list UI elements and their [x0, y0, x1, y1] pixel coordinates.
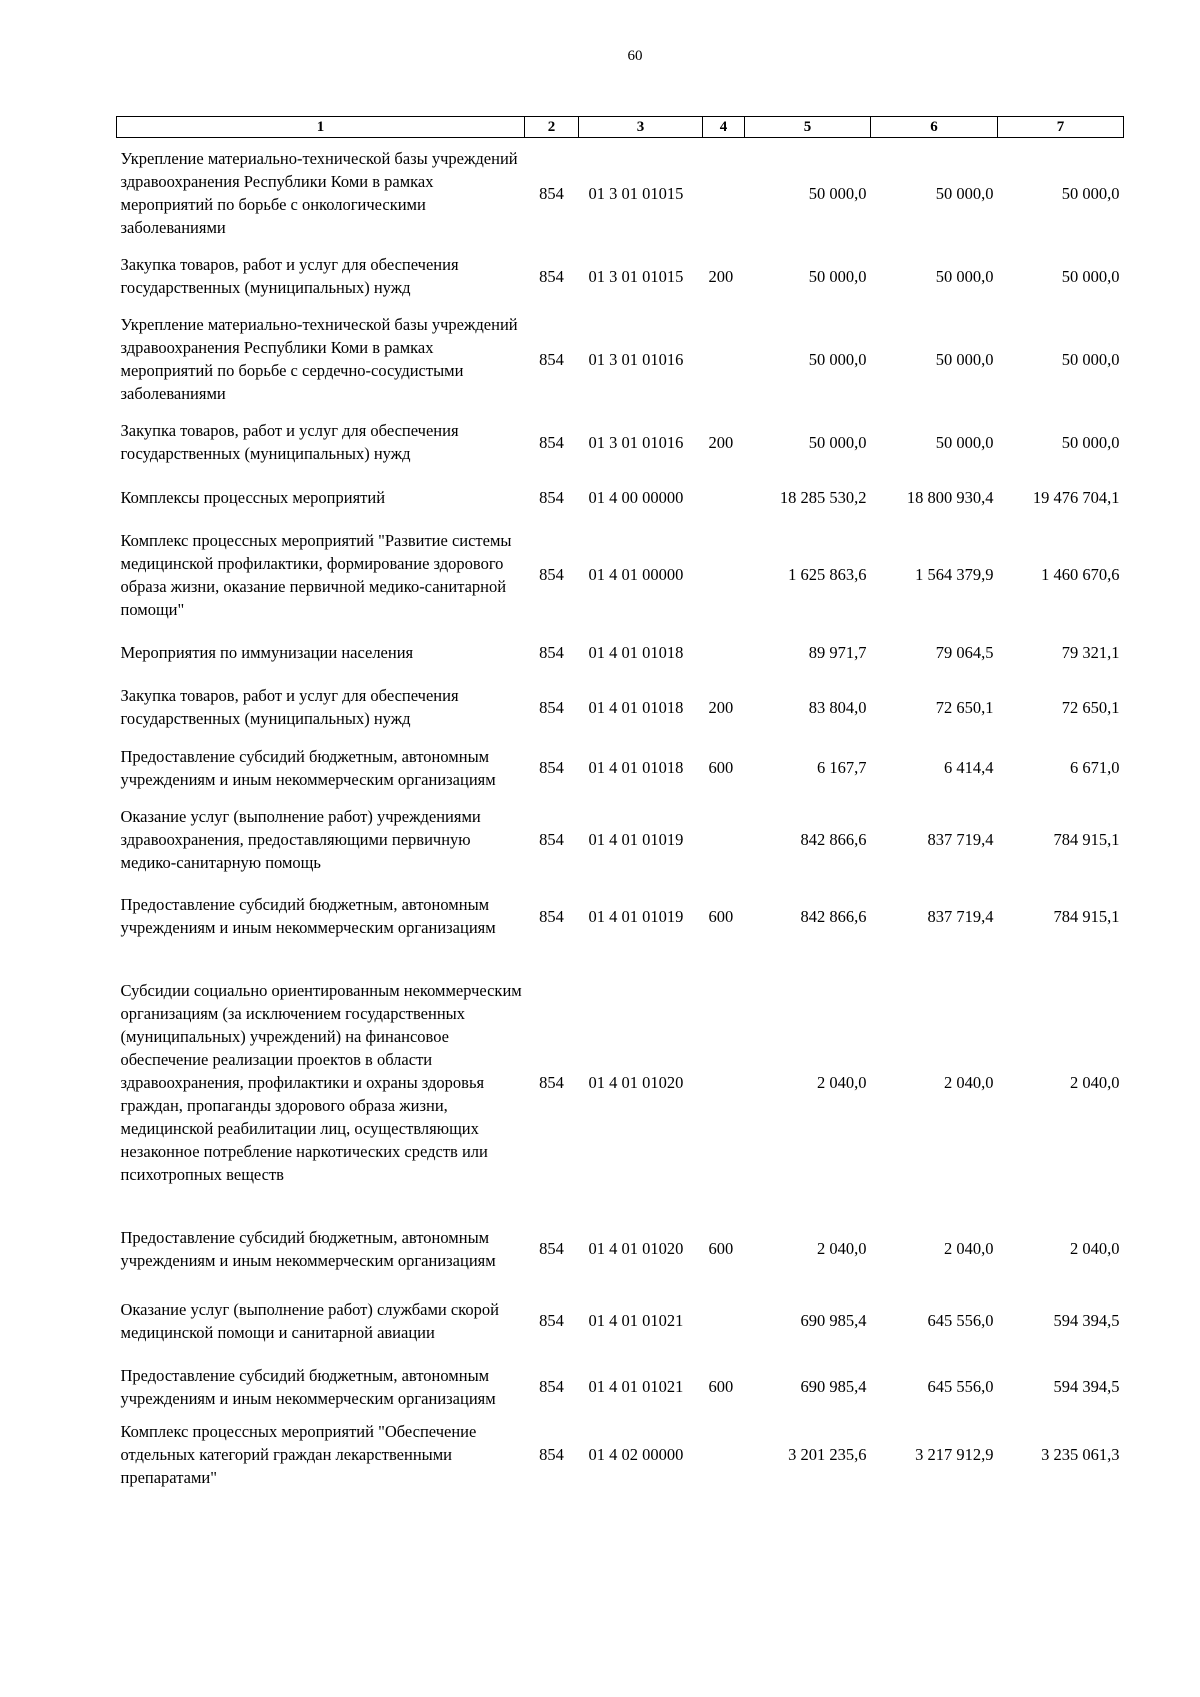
- row-value-col6: 645 556,0: [927, 1377, 994, 1396]
- header-col-5: 5: [745, 117, 871, 138]
- row-value-col5: 2 040,0: [817, 1239, 867, 1258]
- table-row: [117, 625, 1124, 680]
- row-value-col5: 3 201 235,6: [788, 1444, 867, 1464]
- row-name: Субсидии социально ориентированным некоммерческим организациям (за исключением государственных (муниципальных) учреждений) на финансовое обеспечение реализации проектов в области здравоохранения, профилактики и охраны здоровья граждан, пропаганды здорового образа жизни, медицинской реабилитации лиц, осуществляющих незаконное потребление наркотических средств или психотропных веществ: [120, 980, 522, 1184]
- row-target-code: 01 4 01 01021: [588, 1311, 684, 1330]
- row-value-col7: 3 235 061,3: [1041, 1444, 1120, 1464]
- row-admin-code: 854: [539, 1377, 564, 1396]
- table-row: [117, 1288, 1124, 1354]
- row-expense-type: 600: [708, 1239, 734, 1258]
- row-target-code: 01 4 01 01018: [588, 758, 684, 777]
- row-expense-type: [703, 625, 745, 680]
- header-row: [117, 117, 1124, 138]
- row-target-code: 01 4 01 01018: [588, 697, 684, 717]
- row-value-col7: 50 000,0: [1061, 349, 1120, 369]
- table-row: [117, 249, 1124, 304]
- row-expense-type: 200: [708, 697, 734, 717]
- table-row: [117, 878, 1124, 955]
- row-value-col5: 1 625 863,6: [788, 565, 867, 584]
- row-value-col6: 50 000,0: [935, 266, 994, 286]
- row-target-code: 01 4 02 00000: [588, 1444, 684, 1464]
- row-target-code: 01 4 01 00000: [588, 565, 684, 584]
- row-value-col5: 50 000,0: [808, 183, 867, 203]
- row-name: Комплексы процессных мероприятий: [120, 487, 386, 507]
- row-target-code: 01 4 01 01018: [588, 642, 684, 662]
- row-admin-code: 854: [539, 906, 564, 926]
- row-value-col5: 50 000,0: [808, 266, 867, 286]
- row-admin-code: 854: [539, 266, 564, 286]
- row-value-col5: 2 040,0: [817, 1072, 867, 1092]
- row-admin-code: 854: [539, 487, 564, 507]
- row-name: Оказание услуг (выполнение работ) службами скорой медицинской помощи и санитарной авиации: [120, 1299, 499, 1342]
- row-target-code: 01 4 00 00000: [588, 487, 684, 507]
- budget-table: [116, 116, 1124, 1489]
- header-col-4: 4: [703, 117, 745, 138]
- row-admin-code: 854: [539, 565, 564, 584]
- row-expense-type: 600: [708, 1377, 734, 1396]
- row-target-code: 01 3 01 01016: [588, 349, 684, 369]
- row-target-code: 01 4 01 01020: [588, 1072, 684, 1092]
- row-admin-code: 854: [539, 183, 564, 203]
- row-target-code: 01 4 01 01021: [588, 1377, 684, 1396]
- row-expense-type: [703, 1288, 745, 1354]
- row-expense-type: 600: [708, 758, 734, 777]
- row-admin-code: 854: [539, 432, 564, 452]
- row-name: Предоставление субсидий бюджетным, автономным учреждениям и иным некоммерческим организациям: [120, 1365, 496, 1408]
- row-value-col6: 50 000,0: [935, 432, 994, 452]
- row-admin-code: 854: [539, 697, 564, 717]
- row-name: Закупка товаров, работ и услуг для обеспечения государственных (муниципальных) нужд: [120, 421, 459, 463]
- row-target-code: 01 4 01 01019: [588, 829, 684, 849]
- row-admin-code: 854: [539, 1072, 564, 1092]
- row-value-col5: 690 985,4: [800, 1377, 867, 1396]
- row-value-col7: 2 040,0: [1070, 1072, 1120, 1092]
- table-row: [117, 680, 1124, 735]
- row-expense-type: 200: [708, 266, 734, 286]
- row-expense-type: 600: [708, 906, 734, 926]
- row-name: Укрепление материально-технической базы учреждений здравоохранения Республики Коми в рамках мероприятий по борьбе с сердечно-сосудистыми заболеваниями: [120, 315, 518, 403]
- header-col-1: 1: [117, 117, 525, 138]
- row-value-col7: 72 650,1: [1061, 697, 1120, 717]
- row-value-col7: 6 671,0: [1070, 758, 1120, 777]
- header-col-7: 7: [998, 117, 1124, 138]
- row-admin-code: 854: [539, 1444, 564, 1464]
- row-name: Комплекс процессных мероприятий "Обеспечение отдельных категорий граждан лекарственными препаратами": [120, 1421, 477, 1487]
- row-value-col6: 72 650,1: [935, 697, 994, 717]
- row-name: Укрепление материально-технической базы учреждений здравоохранения Республики Коми в рамках мероприятий по борьбе с онкологическими заболеваниями: [120, 149, 518, 238]
- row-name: Закупка товаров, работ и услуг для обеспечения государственных (муниципальных) нужд: [120, 255, 459, 297]
- row-value-col7: 1 460 670,6: [1041, 565, 1120, 584]
- row-expense-type: [703, 304, 745, 415]
- header-col-2: 2: [525, 117, 579, 138]
- row-admin-code: 854: [539, 1239, 564, 1258]
- row-value-col7: 19 476 704,1: [1032, 487, 1120, 507]
- row-name: Мероприятия по иммунизации населения: [120, 642, 414, 662]
- row-value-col6: 837 719,4: [927, 906, 994, 926]
- row-value-col7: 784 915,1: [1053, 906, 1120, 926]
- table-row: [117, 1420, 1124, 1489]
- table-row: [117, 1210, 1124, 1288]
- table-row: [117, 955, 1124, 1210]
- header-col-3: 3: [579, 117, 703, 138]
- table-row: [117, 525, 1124, 625]
- row-expense-type: [703, 525, 745, 625]
- table-row: [117, 304, 1124, 415]
- row-value-col6: 837 719,4: [927, 829, 994, 849]
- row-target-code: 01 3 01 01015: [588, 183, 684, 203]
- table-row: [117, 138, 1124, 249]
- table-row: [117, 1354, 1124, 1420]
- row-expense-type: [703, 470, 745, 525]
- row-value-col5: 690 985,4: [800, 1311, 867, 1330]
- row-value-col6: 6 414,4: [944, 758, 994, 777]
- row-value-col5: 6 167,7: [817, 758, 867, 777]
- row-value-col6: 2 040,0: [944, 1072, 994, 1092]
- row-value-col5: 83 804,0: [808, 697, 867, 717]
- row-value-col7: 50 000,0: [1061, 266, 1120, 286]
- row-admin-code: 854: [539, 349, 564, 369]
- page-number: 60: [627, 48, 643, 64]
- row-value-col7: 50 000,0: [1061, 183, 1120, 203]
- row-value-col5: 89 971,7: [808, 642, 867, 662]
- row-admin-code: 854: [539, 642, 564, 662]
- table-row: [117, 470, 1124, 525]
- row-value-col7: 50 000,0: [1061, 432, 1120, 452]
- row-value-col6: 50 000,0: [935, 183, 994, 203]
- row-value-col5: 50 000,0: [808, 349, 867, 369]
- row-value-col7: 784 915,1: [1053, 829, 1120, 849]
- row-admin-code: 854: [539, 758, 564, 777]
- row-expense-type: [703, 1420, 745, 1489]
- row-value-col7: 2 040,0: [1070, 1239, 1120, 1258]
- row-expense-type: 200: [708, 432, 734, 452]
- row-value-col7: 79 321,1: [1061, 642, 1120, 662]
- row-target-code: 01 4 01 01020: [588, 1239, 684, 1258]
- row-name: Закупка товаров, работ и услуг для обеспечения государственных (муниципальных) нужд: [120, 686, 459, 728]
- row-name: Предоставление субсидий бюджетным, автономным учреждениям и иным некоммерческим организациям: [120, 746, 496, 789]
- row-admin-code: 854: [539, 1311, 564, 1330]
- row-target-code: 01 4 01 01019: [588, 906, 684, 926]
- row-name: Предоставление субсидий бюджетным, автономным учреждениям и иным некоммерческим организациям: [120, 895, 496, 937]
- row-expense-type: [703, 138, 745, 249]
- row-value-col5: 50 000,0: [808, 432, 867, 452]
- row-value-col5: 18 285 530,2: [779, 487, 867, 507]
- row-name: Оказание услуг (выполнение работ) учреждениями здравоохранения, предоставляющими первичную медико-санитарную помощь: [120, 806, 481, 872]
- table-body: [117, 138, 1124, 1489]
- row-value-col6: 2 040,0: [944, 1239, 994, 1258]
- row-name: Предоставление субсидий бюджетным, автономным учреждениям и иным некоммерческим организациям: [120, 1227, 496, 1270]
- header-col-6: 6: [871, 117, 998, 138]
- row-value-col6: 18 800 930,4: [906, 487, 994, 507]
- row-value-col5: 842 866,6: [800, 829, 867, 849]
- row-expense-type: [703, 955, 745, 1210]
- row-target-code: 01 3 01 01015: [588, 266, 684, 286]
- row-value-col6: 50 000,0: [935, 349, 994, 369]
- table-row: [117, 801, 1124, 878]
- table-row: [117, 735, 1124, 801]
- row-expense-type: [703, 801, 745, 878]
- row-value-col6: 645 556,0: [927, 1311, 994, 1330]
- row-value-col6: 1 564 379,9: [915, 565, 994, 584]
- row-name: Комплекс процессных мероприятий "Развитие системы медицинской профилактики, формирование здорового образа жизни, оказание первичной медико-санитарной помощи": [120, 530, 512, 619]
- row-value-col7: 594 394,5: [1053, 1377, 1120, 1396]
- table-header: [117, 117, 1124, 138]
- row-value-col7: 594 394,5: [1053, 1311, 1120, 1330]
- row-value-col6: 79 064,5: [935, 642, 994, 662]
- row-admin-code: 854: [539, 829, 564, 849]
- row-target-code: 01 3 01 01016: [588, 432, 684, 452]
- table-row: [117, 415, 1124, 470]
- row-value-col6: 3 217 912,9: [915, 1444, 994, 1464]
- row-value-col5: 842 866,6: [800, 906, 867, 926]
